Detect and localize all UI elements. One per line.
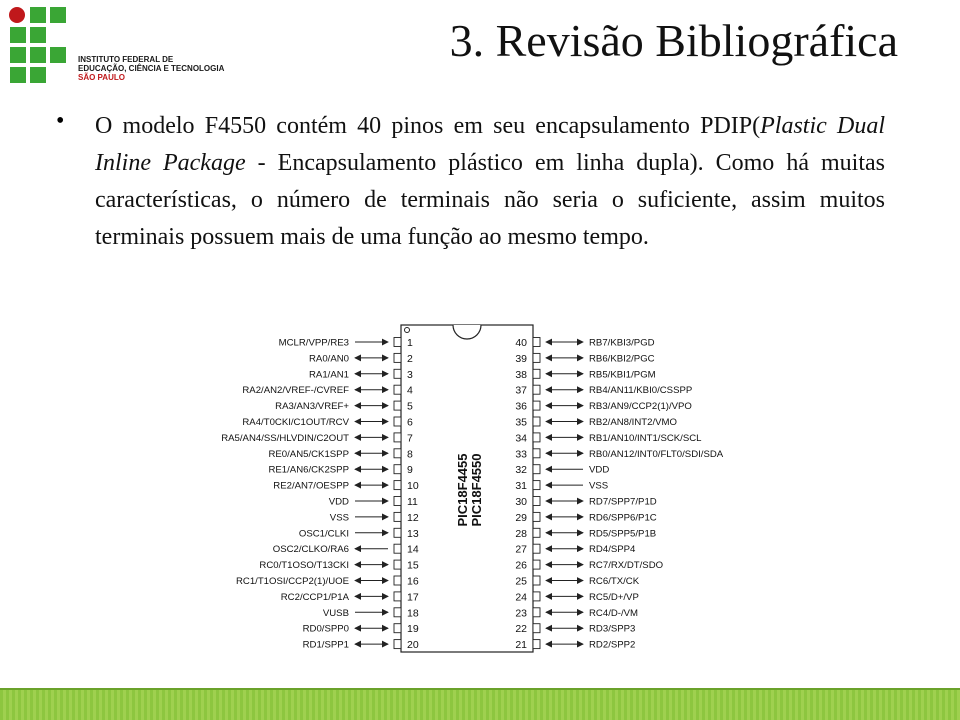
pin-pad — [394, 353, 401, 362]
pin-pad — [533, 560, 540, 569]
pin-pad — [533, 369, 540, 378]
pin-24 — [515, 591, 639, 603]
pin-pad — [394, 481, 401, 490]
pin-pad — [533, 338, 540, 347]
pin-label: RE0/AN5/CK1SPP — [268, 448, 349, 460]
pin-pad — [533, 624, 540, 633]
logo-line-2: EDUCAÇÃO, CIÊNCIA E TECNOLOGIA — [78, 64, 225, 73]
pin-number: 24 — [515, 591, 527, 604]
pin-number: 11 — [407, 496, 418, 508]
pin-1 — [279, 337, 413, 349]
pin-label: RD1/SPP1 — [302, 639, 349, 651]
logo-text — [78, 55, 224, 82]
pin-25 — [515, 576, 639, 588]
pin-label: RA2/AN2/VREF-/CVREF — [242, 385, 349, 397]
pin-number: 31 — [515, 480, 527, 493]
pin-label: RB4/AN11/KBI0/CSSPP — [589, 385, 693, 397]
pin-pad — [394, 592, 401, 601]
pin-label: RB3/AN9/CCP2(1)/VPO — [589, 401, 692, 413]
pin-number: 28 — [515, 527, 527, 540]
pin-2 — [309, 353, 413, 365]
pin-label: RB0/AN12/INT0/FLT0/SDI/SDA — [589, 448, 724, 460]
pin-33 — [515, 448, 723, 460]
pin-number: 14 — [407, 543, 419, 556]
pin-pad — [533, 640, 540, 649]
pin-pad — [394, 338, 401, 347]
pin-label: RE1/AN6/CK2SPP — [268, 464, 349, 476]
pin-pad — [533, 465, 540, 474]
pin-8 — [268, 448, 413, 460]
pin-number: 26 — [515, 559, 527, 572]
pin-number: 3 — [407, 368, 413, 381]
pin-pad — [394, 497, 401, 506]
pin-pad — [533, 353, 540, 362]
pin-label: RB5/KBI1/PGM — [589, 369, 656, 381]
pin-label: RC2/CCP1/P1A — [280, 591, 349, 603]
pin-label: OSC1/CLKI — [298, 528, 349, 540]
pin-label: RA0/AN0 — [309, 353, 349, 365]
pin-pad — [533, 528, 540, 537]
logo-squares-icon — [8, 5, 72, 85]
pin-label: RB6/KBI2/PGC — [589, 353, 655, 365]
pin-pad — [394, 624, 401, 633]
pin-number: 34 — [515, 432, 527, 445]
pin-label: RC7/RX/DT/SDO — [589, 560, 664, 572]
pin-label: RB2/AN8/INT2/VMO — [589, 417, 677, 428]
pin-28 — [515, 528, 656, 540]
bullet-paragraph — [95, 108, 885, 256]
pin-pad — [394, 560, 401, 569]
pin-3 — [309, 369, 413, 381]
pin-label: RC0/T1OSO/T13CKI — [259, 560, 349, 572]
pin-label: RB1/AN10/INT1/SCK/SCL — [589, 432, 702, 444]
slide-title: 3. Revisão Bibliográfica — [449, 15, 898, 66]
pin-9 — [268, 464, 413, 476]
pin-pad — [533, 576, 540, 585]
pin-pad — [533, 512, 540, 521]
pin-pad — [394, 465, 401, 474]
pin-36 — [515, 401, 692, 413]
pin-37 — [515, 385, 692, 397]
bullet-text-1: O modelo F4550 contém 40 pinos em seu encapsulamento PDIP( — [95, 113, 761, 139]
pin-number: 39 — [515, 352, 527, 365]
pin-label: RD2/SPP2 — [589, 639, 636, 651]
pin-pad — [533, 417, 540, 426]
pin-pad — [533, 449, 540, 458]
pin-pad — [533, 481, 540, 490]
pin-pad — [394, 401, 401, 410]
pin-5 — [275, 401, 413, 413]
pin-label: RA1/AN1 — [309, 369, 349, 381]
pin-17 — [281, 591, 419, 603]
pin-pad — [394, 512, 401, 521]
pin-6 — [242, 417, 413, 429]
pin-label: RD6/SPP6/P1C — [589, 512, 657, 524]
pin-number: 2 — [407, 352, 413, 365]
pin-label: RD3/SPP3 — [589, 623, 636, 635]
pin-pad — [394, 544, 401, 553]
pin-label: RD4/SPP4 — [589, 544, 636, 556]
pin-pad — [394, 576, 401, 585]
pin-number: 37 — [515, 384, 527, 397]
pin-4 — [242, 385, 413, 397]
footer-line — [0, 688, 960, 690]
pin-number: 8 — [407, 448, 413, 461]
pin-label: RD7/SPP7/P1D — [589, 496, 657, 508]
pin-number: 13 — [407, 527, 419, 540]
pin-pad — [533, 401, 540, 410]
pin-label: VDD — [589, 464, 610, 476]
bullet-icon: • — [56, 108, 65, 134]
pin-number: 23 — [515, 607, 527, 620]
pin-number: 32 — [515, 464, 527, 477]
bullet-text-italic: Plastic Dual Inline Package — [95, 113, 886, 176]
pin-38 — [515, 369, 655, 381]
pin-39 — [515, 353, 654, 365]
pin-35 — [515, 417, 677, 429]
pin-number: 29 — [515, 511, 527, 524]
pinout-diagram — [185, 320, 765, 655]
pin-label: RC4/D-/VM — [589, 607, 639, 619]
pin-40 — [515, 337, 654, 349]
pin-label: RA4/T0CKI/C1OUT/RCV — [242, 417, 349, 428]
chip-part-number: PIC18F4550 — [469, 453, 484, 527]
pin-26 — [515, 560, 663, 572]
pin-label: RA5/AN4/SS/HLVDIN/C2OUT — [221, 432, 349, 444]
pin-number: 19 — [407, 623, 419, 636]
pin-number: 1 — [407, 337, 413, 349]
pin-number: 40 — [515, 337, 527, 349]
pin-label: VSS — [329, 512, 349, 524]
pin-label: VUSB — [322, 607, 349, 619]
pin-pad — [394, 608, 401, 617]
institute-logo — [8, 5, 228, 85]
pin-label: RB7/KBI3/PGD — [589, 337, 655, 349]
pin-number: 12 — [407, 511, 419, 524]
pin-pad — [394, 433, 401, 442]
pin-15 — [259, 560, 418, 572]
pin-34 — [515, 432, 702, 444]
pin-pad — [394, 369, 401, 378]
pin-label: RC5/D+/VP — [589, 591, 639, 603]
pin-16 — [236, 576, 419, 588]
pin-number: 10 — [407, 480, 419, 493]
pin-label: RD5/SPP5/P1B — [589, 528, 657, 540]
pin-29 — [515, 512, 656, 524]
pin-label: RA3/AN3/VREF+ — [275, 401, 349, 413]
pin-number: 5 — [407, 400, 413, 413]
chip-part-number: PIC18F4455 — [455, 453, 470, 527]
pin-pad — [533, 608, 540, 617]
pin-number: 36 — [515, 400, 527, 413]
footer-bar — [0, 688, 960, 720]
pin-number: 6 — [407, 416, 413, 429]
pin-pad — [533, 592, 540, 601]
pin-number: 15 — [407, 559, 419, 572]
pin-number: 21 — [515, 639, 527, 652]
pin-30 — [515, 496, 656, 508]
pin-pad — [394, 385, 401, 394]
pin-label: VSS — [589, 480, 609, 492]
pin-pad — [394, 449, 401, 458]
pin-pad — [533, 385, 540, 394]
pin-number: 38 — [515, 368, 527, 381]
pin-pad — [394, 528, 401, 537]
pin-pad — [394, 417, 401, 426]
pin-label: RE2/AN7/OESPP — [273, 480, 349, 492]
pin-pad — [533, 497, 540, 506]
pin-7 — [221, 432, 413, 444]
pin-pad — [394, 640, 401, 649]
pin-number: 33 — [515, 448, 527, 461]
pin-number: 18 — [407, 607, 419, 620]
pin-label: VDD — [328, 496, 349, 508]
pin-number: 22 — [515, 623, 527, 636]
logo-line-3: SÃO PAULO — [78, 73, 125, 82]
pin-number: 17 — [407, 591, 419, 604]
pin-pad — [533, 544, 540, 553]
pin-10 — [273, 480, 419, 492]
pin-number: 35 — [515, 416, 527, 429]
logo-line-1: INSTITUTO FEDERAL DE — [78, 55, 174, 64]
pin-number: 30 — [515, 496, 527, 508]
bullet-text-2: - Encapsulamento plástico em linha dupla). Como há muitas características, o número de terminais não seria o suficiente, assim muitos terminais possuem mais de uma função ao mesmo tempo. — [95, 150, 885, 250]
pin-number: 27 — [515, 543, 527, 556]
pin-number: 7 — [407, 432, 413, 445]
pin-label: RC1/T1OSI/CCP2(1)/UOE — [235, 576, 349, 587]
pin-pad — [533, 433, 540, 442]
pin-label: MCLR/VPP/RE3 — [278, 337, 349, 349]
pin-label: RD0/SPP0 — [302, 623, 349, 635]
pin-label: RC6/TX/CK — [589, 576, 640, 587]
pin-number: 16 — [407, 575, 419, 588]
pin-23 — [515, 607, 638, 619]
pin-number: 25 — [515, 575, 527, 588]
pin-number: 9 — [407, 464, 413, 477]
pin-14 — [273, 544, 419, 556]
pin-number: 20 — [407, 639, 419, 652]
pin-number: 4 — [407, 384, 413, 397]
pin-label: OSC2/CLKO/RA6 — [272, 544, 349, 556]
